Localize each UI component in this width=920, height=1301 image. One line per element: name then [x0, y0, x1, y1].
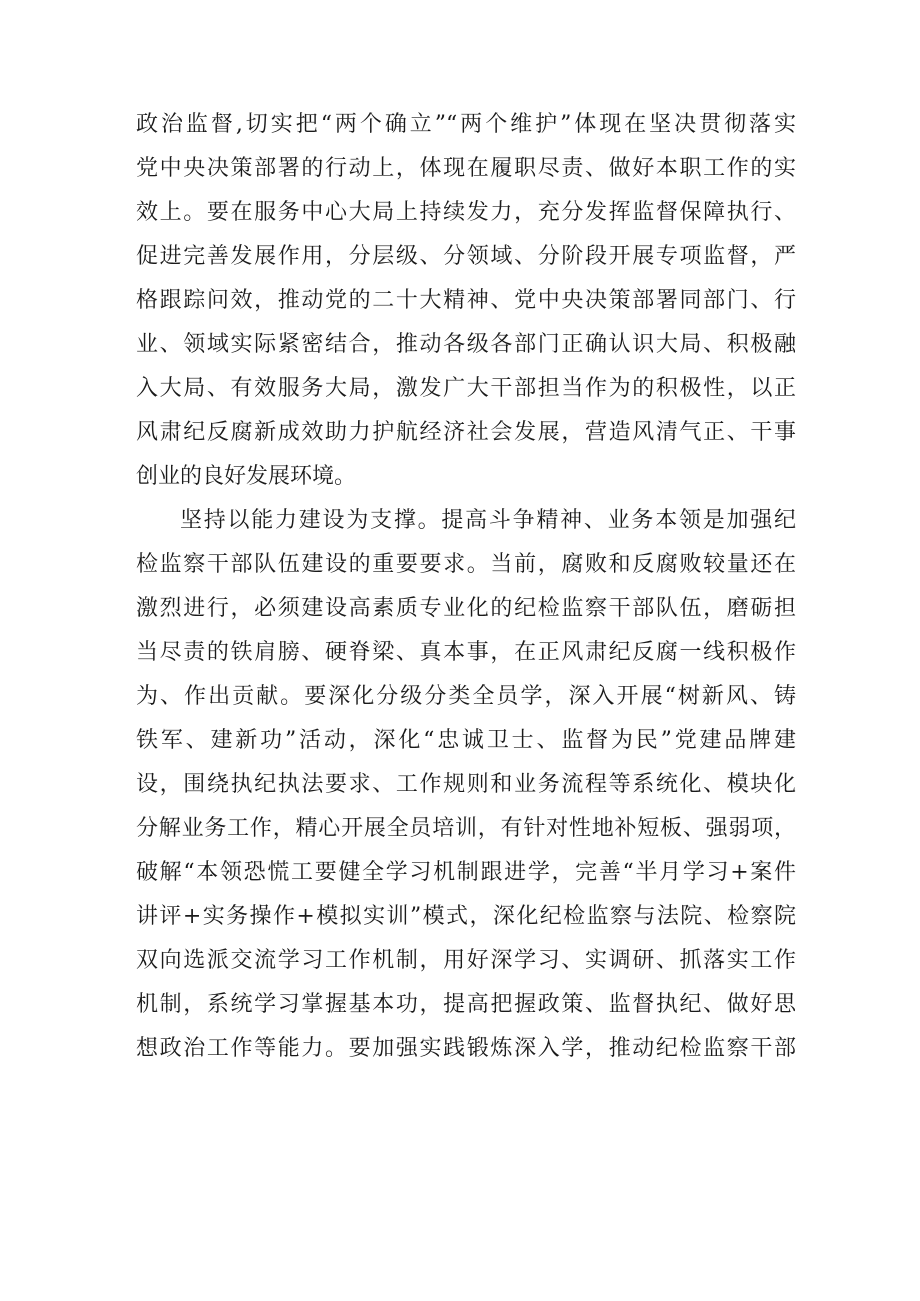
paragraph-2-line-8: 分解业务工作，精心开展全员培训，有针对性地补短板、强弱项，	[136, 816, 796, 841]
paragraph-2-line-10: 讲评+实务操作+模拟实训”模式，深化纪检监察与法院、检察院	[136, 904, 796, 929]
paragraph-2-line-7: 设，围绕执纪执法要求、工作规则和业务流程等系统化、模块化	[136, 772, 796, 797]
paragraph-2-line-5: 为、作出贡献。要深化分级分类全员学，深入开展“树新风、铸	[136, 684, 796, 709]
paragraph-2-line-2: 检监察干部队伍建设的重要要求。当前，腐败和反腐败较量还在	[136, 552, 796, 577]
paragraph-1-line-5: 格跟踪问效，推动党的二十大精神、党中央决策部署同部门、行	[136, 288, 796, 313]
paragraph-2-line-4: 当尽责的铁肩膀、硬脊梁、真本事，在正风肃纪反腐一线积极作	[136, 640, 796, 665]
paragraph-1-line-9: 创业的良好发展环境。	[136, 464, 357, 489]
paragraph-2-line-6: 铁军、建新功”活动，深化“忠诚卫士、监督为民”党建品牌建	[136, 728, 796, 753]
paragraph-1-line-8: 风肃纪反腐新成效助力护航经济社会发展，营造风清气正、干事	[136, 420, 796, 445]
paragraph-2-line-13: 想政治工作等能力。要加强实践锻炼深入学，推动纪检监察干部	[136, 1036, 796, 1061]
paragraph-1-line-2: 党中央决策部署的行动上，体现在履职尽责、做好本职工作的实	[136, 156, 796, 181]
paragraph-2-line-12: 机制，系统学习掌握基本功，提高把握政策、监督执纪、做好思	[136, 992, 796, 1017]
paragraph-2-line-11: 双向选派交流学习工作机制，用好深学习、实调研、抓落实工作	[136, 948, 796, 973]
paragraph-2-line-1: 坚持以能力建设为支撑。提高斗争精神、业务本领是加强纪	[180, 508, 796, 533]
paragraph-1-line-7: 入大局、有效服务大局，激发广大干部担当作为的积极性，以正	[136, 376, 796, 401]
paragraph-1-line-3: 效上。要在服务中心大局上持续发力，充分发挥监督保障执行、	[136, 200, 796, 225]
paragraph-1-line-4: 促进完善发展作用，分层级、分领域、分阶段开展专项监督，严	[136, 244, 796, 269]
paragraph-2-line-3: 激烈进行，必须建设高素质专业化的纪检监察干部队伍，磨砺担	[136, 596, 796, 621]
paragraph-1-line-1: 政治监督,切实把“两个确立”“两个维护”体现在坚决贯彻落实	[136, 112, 796, 137]
paragraph-1-line-6: 业、领域实际紧密结合，推动各级各部门正确认识大局、积极融	[136, 332, 796, 357]
paragraph-2-line-9: 破解“本领恐慌工要健全学习机制跟进学，完善“半月学习+案件	[136, 860, 796, 885]
